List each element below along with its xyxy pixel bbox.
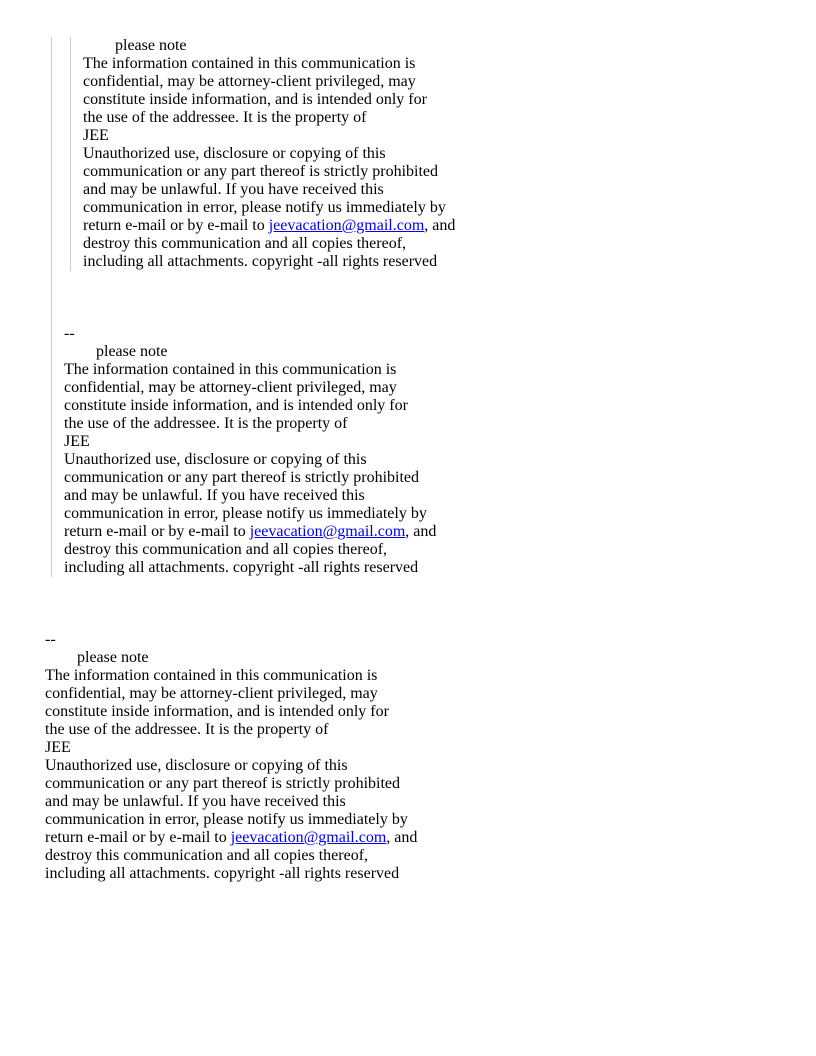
disclaimer-line: The information contained in this communication is (45, 667, 378, 684)
disclaimer-line: communication or any part thereof is strictly prohibited (45, 775, 401, 792)
email-body (45, 37, 785, 883)
disclaimer-line: confidential, may be attorney-client privileged, may (64, 379, 397, 396)
disclaimer-line: constitute inside information, and is intended only for (83, 91, 427, 108)
disclaimer-line: JEE (45, 739, 71, 756)
disclaimer-line: communication or any part thereof is strictly prohibited (64, 469, 420, 486)
email-suffix: , and (405, 523, 437, 540)
disclaimer-title: please note (77, 649, 149, 666)
disclaimer-block (45, 649, 785, 883)
disclaimer-line: and may be unlawful. If you have received this (83, 181, 384, 198)
disclaimer-line: confidential, may be attorney-client privileged, may (45, 685, 378, 702)
disclaimer-line: constitute inside information, and is intended only for (45, 703, 389, 720)
disclaimer-line: The information contained in this communication is (83, 55, 416, 72)
disclaimer-line: and may be unlawful. If you have received this (45, 793, 346, 810)
disclaimer-line: JEE (83, 127, 109, 144)
disclaimer-block (64, 343, 785, 577)
quoted-message-inner (70, 37, 785, 271)
disclaimer-line: communication in error, please notify us immediately by (83, 199, 446, 216)
email-prefix: return e-mail or by e-mail to (45, 829, 231, 846)
disclaimer-email-line (64, 523, 785, 541)
blank-space (45, 577, 785, 631)
disclaimer-line: JEE (64, 433, 90, 450)
quoted-message-outer (51, 37, 785, 577)
disclaimer-line: confidential, may be attorney-client privileged, may (83, 73, 416, 90)
disclaimer-line: and may be unlawful. If you have received this (64, 487, 365, 504)
disclaimer-line: Unauthorized use, disclosure or copying of this (83, 145, 386, 162)
email-prefix: return e-mail or by e-mail to (83, 217, 269, 234)
email-link[interactable]: jeevacation@gmail.com (249, 523, 406, 540)
disclaimer-line: Unauthorized use, disclosure or copying of this (64, 451, 367, 468)
disclaimer-line: destroy this communication and all copies thereof, (83, 235, 407, 252)
disclaimer-line: destroy this communication and all copies thereof, (45, 847, 369, 864)
disclaimer-email-line (45, 829, 785, 847)
disclaimer-line: the use of the addressee. It is the property of (64, 415, 348, 432)
disclaimer-line: The information contained in this communication is (64, 361, 397, 378)
blank-space (64, 271, 785, 325)
email-suffix: , and (424, 217, 456, 234)
disclaimer-line: constitute inside information, and is intended only for (64, 397, 408, 414)
email-prefix: return e-mail or by e-mail to (64, 523, 250, 540)
disclaimer-block (83, 37, 785, 271)
disclaimer-line: Unauthorized use, disclosure or copying of this (45, 757, 348, 774)
disclaimer-line: communication or any part thereof is strictly prohibited (83, 163, 439, 180)
disclaimer-line: communication in error, please notify us immediately by (45, 811, 408, 828)
signature-separator: -- (45, 631, 56, 648)
signature-separator: -- (64, 325, 75, 342)
disclaimer-line: destroy this communication and all copies thereof, (64, 541, 388, 558)
disclaimer-title: please note (96, 343, 168, 360)
disclaimer-line: including all attachments. copyright -all rights reserved (83, 253, 438, 270)
disclaimer-line: the use of the addressee. It is the property of (45, 721, 329, 738)
disclaimer-email-line (83, 217, 785, 235)
disclaimer-line: including all attachments. copyright -all rights reserved (45, 865, 400, 882)
disclaimer-line: the use of the addressee. It is the property of (83, 109, 367, 126)
email-link[interactable]: jeevacation@gmail.com (230, 829, 387, 846)
email-link[interactable]: jeevacation@gmail.com (268, 217, 425, 234)
disclaimer-line: communication in error, please notify us immediately by (64, 505, 427, 522)
disclaimer-line: including all attachments. copyright -all rights reserved (64, 559, 419, 576)
email-suffix: , and (386, 829, 418, 846)
disclaimer-title: please note (115, 37, 187, 54)
